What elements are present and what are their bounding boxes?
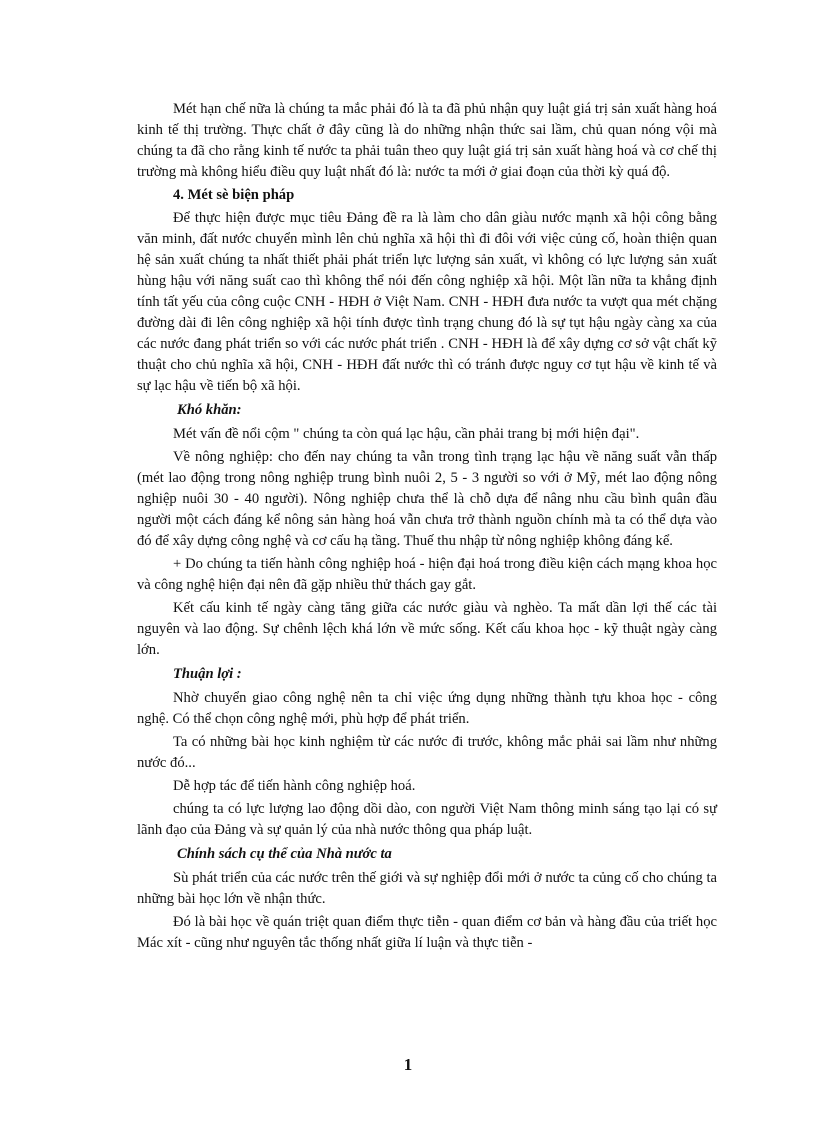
document-body: [137, 99, 717, 956]
difficulties-paragraph: Mét vấn đề nổi cộm " chúng ta còn quá lạc hậu, cần phải trang bị mới hiện đại".: [173, 426, 640, 442]
section-heading-difficulties: Khó khăn:: [177, 402, 242, 418]
page-number: 1: [403, 1055, 413, 1074]
section-heading-measures: 4. Mét sè biện pháp: [173, 187, 295, 203]
advantages-paragraph: chúng ta có lực lượng lao động dồi dào, con người Việt Nam thông minh sáng tạo lại có sự lãnh đạo của Đảng và sự quản lý của nhà nước thông qua pháp luật.: [137, 801, 717, 838]
measures-paragraph: Để thực hiện được mục tiêu Đảng đề ra là làm cho dân giàu nước mạnh xã hội công bằng văn minh, đất nước chuyển mình lên chủ nghĩa xã hội thì đi đôi với việc củng cố, hoàn thiện quan hệ sản xuất chúng ta nhất thiết phải phát triển lực lượng sản xuất, vì không có lực lượng sản xuất hùng hậu với năng suất cao thì không thể nói đến công nghiệp xã hội. Một lần nữa ta khẳng định tính tất yếu của công cuộc CNH - HĐH ở Việt Nam. CNH - HĐH đưa nước ta vượt qua mét chặng đường dài đi lên công nghiệp xã hội tính được tình trạng chung đó là sự tụt hậu ngày càng xa của các nước đang phát triển so với các nước phát triển . CNH - HĐH là để xây dựng cơ sở vật chất kỹ thuật cho chủ nghĩa xã hội, CNH - HĐH đất nước thì có tránh được nguy cơ tụt hậu về kinh tế và sự lạc hậu về tiến bộ xã hội.: [137, 210, 717, 394]
policy-paragraph: Đó là bài học về quán triệt quan điểm thực tiễn - quan điểm cơ bản và hàng đầu của triết học Mác xít - cũng như nguyên tắc thống nhất giữa lí luận và thực tiễn -: [137, 914, 717, 951]
intro-paragraph: Mét hạn chế nữa là chúng ta mắc phải đó là ta đã phủ nhận quy luật giá trị sản xuất hàng hoá kinh tế thị trường. Thực chất ở đây cũng là do những nhận thức sai lầm, chủ quan nóng vội mà chúng ta đã cho rằng kinh tế nước ta phải tuân theo quy luật giá trị sản xuất hàng hoá và cơ chế thị trường mà không hiểu điều quy luật nhất đó là: nước ta mới ở giai đoạn của thời kỳ quá độ.: [137, 101, 717, 180]
advantages-paragraph: Dễ hợp tác để tiến hành công nghiệp hoá.: [173, 778, 416, 794]
section-heading-advantages: Thuận lợi :: [173, 666, 242, 682]
policy-paragraph: Sù phát triển của các nước trên thế giới và sự nghiệp đổi mới ở nước ta củng cố cho chúng ta những bài học lớn về nhận thức.: [137, 870, 717, 907]
difficulties-paragraph: + Do chúng ta tiến hành công nghiệp hoá - hiện đại hoá trong điều kiện cách mạng khoa học và công nghệ hiện đại nên đã gặp nhiều thử thách gay gắt.: [137, 556, 717, 593]
section-heading-policy: Chính sách cụ thể của Nhà nước ta: [177, 846, 392, 862]
advantages-paragraph: Nhờ chuyển giao công nghệ nên ta chỉ việc ứng dụng những thành tựu khoa học - công nghệ. Có thể chọn công nghệ mới, phù hợp để phát triển.: [137, 690, 717, 727]
difficulties-paragraph: Kết cấu kinh tế ngày càng tăng giữa các nước giàu và nghèo. Ta mất dần lợi thế các tài nguyên và lao động. Sự chênh lệch khá lớn về mức sống. Kết cấu khoa học - kỹ thuật ngày càng lớn.: [137, 600, 717, 658]
advantages-paragraph: Ta có những bài học kinh nghiệm từ các nước đi trước, không mắc phải sai lầm như những nước đó...: [137, 734, 717, 771]
difficulties-paragraph: Về nông nghiệp: cho đến nay chúng ta vẫn trong tình trạng lạc hậu về năng suất vẫn thấp (mét lao động trong nông nghiệp trung bình nuôi 2, 5 - 3 người so với ở Mỹ, mét lao động nông nghiệp nuôi 30 - 40 người). Nông nghiệp chưa thể là chỗ dựa để nâng nhu cầu bình quân đầu người một cách đáng kể nông sản hàng hoá vẫn chưa trở thành nguồn chính mà ta có thể dựa vào đó để xây dựng công nghệ và cơ cấu hạ tầng. Thuế thu nhập từ nông nghiệp không đáng kể.: [137, 449, 717, 549]
